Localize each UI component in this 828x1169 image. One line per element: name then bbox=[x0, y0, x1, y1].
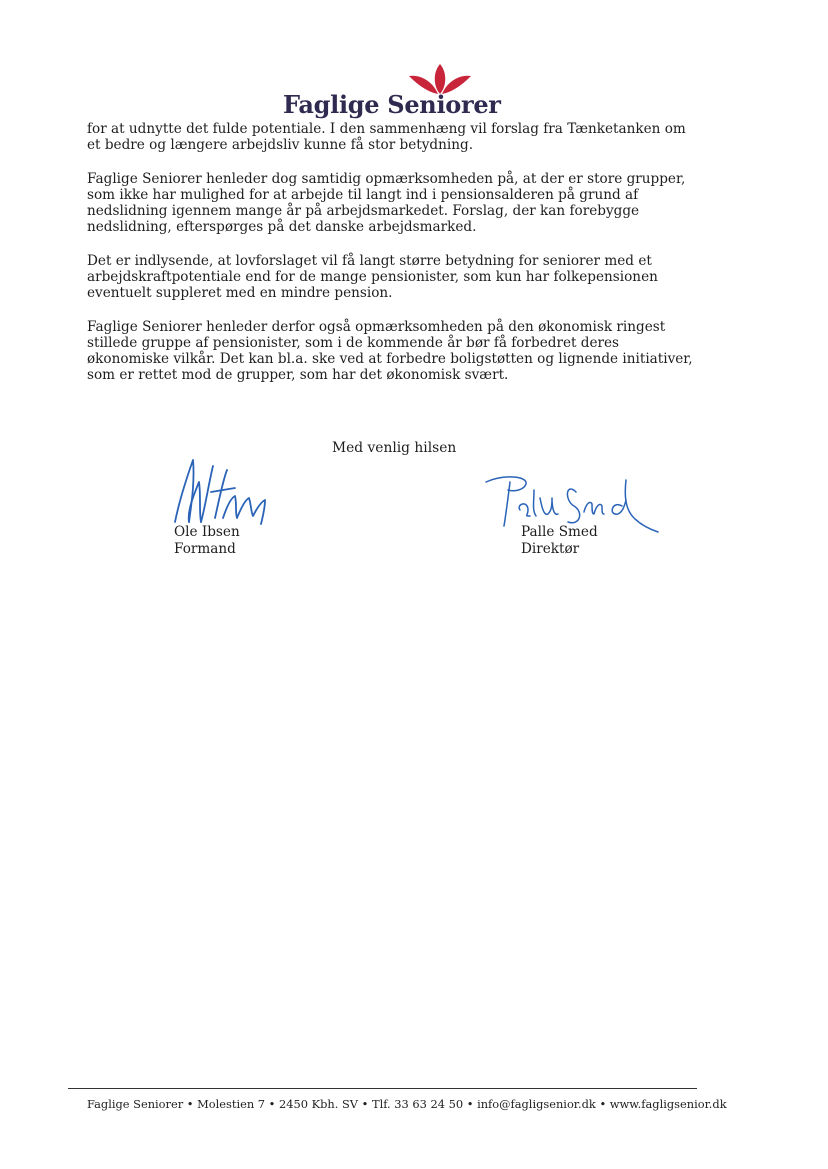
signatory-title: Direktør bbox=[521, 541, 580, 557]
paragraph: Faglige Seniorer henleder derfor også opmærksomheden på den økonomisk ringest stillede gruppe af pensionister, som i de kommende år bør få forbedret deres økonomiske vilkår. Det kan bl.a. ske ved at forbedre boligstøtten og lignende initiativer, som er rettet mod de grupper, som har det økonomisk svært. bbox=[87, 319, 693, 383]
faglige-seniorer-logo bbox=[283, 62, 501, 120]
letter-body bbox=[87, 121, 697, 401]
signatory-left bbox=[174, 524, 240, 558]
footer-contact: Faglige Seniorer • Molestien 7 • 2450 Kbh. SV • Tlf. 33 63 24 50 • info@fagligsenior.dk • www.fagligsenior.dk bbox=[87, 1097, 727, 1111]
logo-wordmark: Faglige Seniorer bbox=[283, 90, 501, 119]
signature-ole-ibsen bbox=[165, 452, 295, 532]
signatory-name: Palle Smed bbox=[521, 524, 598, 540]
footer-divider bbox=[68, 1088, 697, 1089]
signatory-name: Ole Ibsen bbox=[174, 524, 240, 540]
paragraph: for at udnytte det fulde potentiale. I den sammenhæng vil forslag fra Tænketanken om et bedre og længere arbejdsliv kunne få stor betydning. bbox=[87, 121, 686, 153]
closing-salutation: Med venlig hilsen bbox=[332, 440, 457, 456]
signatory-right bbox=[521, 524, 598, 558]
paragraph: Det er indlysende, at lovforslaget vil få langt større betydning for seniorer med et arbejdskraftpotentiale end for de mange pensionister, som kun har folkepensionen eventuelt suppleret med en mindre pension. bbox=[87, 253, 658, 301]
paragraph: Faglige Seniorer henleder dog samtidig opmærksomheden på, at der er store grupper, som ikke har mulighed for at arbejde til langt ind i pensionsalderen på grund af nedslidning igennem mange år på arbejdsmarkedet. Forslag, der kan forebygge nedslidning, efterspørges på det danske arbejdsmarked. bbox=[87, 171, 686, 235]
signatory-title: Formand bbox=[174, 541, 236, 557]
